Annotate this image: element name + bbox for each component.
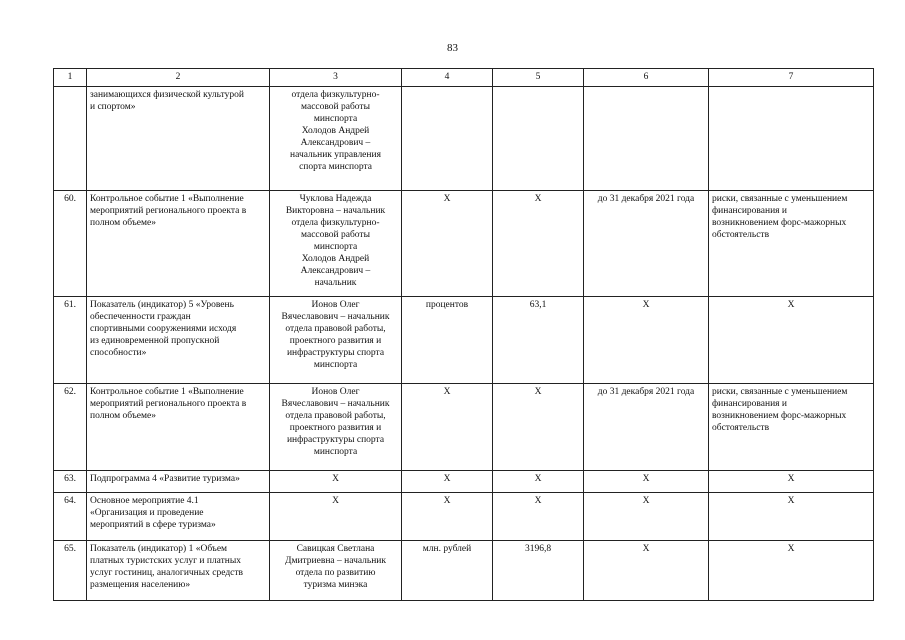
- row-risks: X: [709, 541, 874, 601]
- column-header: 1: [54, 69, 87, 87]
- row-deadline: до 31 декабря 2021 года: [584, 191, 709, 297]
- row-unit: млн. рублей: [402, 541, 493, 601]
- row-value: X: [493, 471, 584, 493]
- row-responsible: X: [270, 471, 402, 493]
- table-row: [54, 541, 874, 601]
- table-row: [54, 493, 874, 541]
- row-deadline: до 31 декабря 2021 года: [584, 384, 709, 471]
- row-description: Показатель (индикатор) 5 «Уровень обеспеченности граждан спортивными сооружениями исходя из единовременной пропускной способности»: [87, 297, 270, 384]
- row-value: X: [493, 384, 584, 471]
- row-description: Контрольное событие 1 «Выполнение мероприятий регионального проекта в полном объеме»: [87, 384, 270, 471]
- row-risks: X: [709, 493, 874, 541]
- table-row: [54, 297, 874, 384]
- row-responsible: X: [270, 493, 402, 541]
- row-number: 60.: [54, 191, 87, 297]
- row-value: 3196,8: [493, 541, 584, 601]
- column-header: 4: [402, 69, 493, 87]
- row-value: X: [493, 493, 584, 541]
- row-description: Контрольное событие 1 «Выполнение мероприятий регионального проекта в полном объеме»: [87, 191, 270, 297]
- row-responsible: отдела физкультурно- массовой работы минспорта Холодов Андрей Александрович – начальник управления спорта минспорта: [270, 87, 402, 191]
- column-header: 2: [87, 69, 270, 87]
- column-header: 3: [270, 69, 402, 87]
- table-row: [54, 191, 874, 297]
- row-unit: X: [402, 493, 493, 541]
- row-unit: X: [402, 471, 493, 493]
- row-number: 61.: [54, 297, 87, 384]
- document-table: [53, 68, 874, 601]
- row-number: [54, 87, 87, 191]
- column-header: 6: [584, 69, 709, 87]
- row-description: Основное мероприятие 4.1 «Организация и проведение мероприятий в сфере туризма»: [87, 493, 270, 541]
- table-row: [54, 384, 874, 471]
- row-value: X: [493, 191, 584, 297]
- row-responsible: Савицкая Светлана Дмитриевна – начальник отдела по развитию туризма минэка: [270, 541, 402, 601]
- row-responsible: Ионов Олег Вячеславович – начальник отдела правовой работы, проектного развития и инфраструктуры спорта минспорта: [270, 384, 402, 471]
- row-deadline: X: [584, 493, 709, 541]
- row-number: 64.: [54, 493, 87, 541]
- column-header: 5: [493, 69, 584, 87]
- row-risks: X: [709, 471, 874, 493]
- row-number: 65.: [54, 541, 87, 601]
- row-responsible: Чуклова Надежда Викторовна – начальник отдела физкультурно- массовой работы минспорта Холодов Андрей Александрович – начальник: [270, 191, 402, 297]
- table-row: [54, 471, 874, 493]
- row-risks: [709, 87, 874, 191]
- row-unit: [402, 87, 493, 191]
- row-value: 63,1: [493, 297, 584, 384]
- row-description: занимающихся физической культурой и спортом»: [87, 87, 270, 191]
- row-deadline: X: [584, 541, 709, 601]
- row-description: Показатель (индикатор) 1 «Объем платных туристских услуг и платных услуг гостиниц, аналогичных средств размещения населению»: [87, 541, 270, 601]
- row-number: 63.: [54, 471, 87, 493]
- row-unit: процентов: [402, 297, 493, 384]
- page-number: 83: [447, 42, 458, 54]
- row-risks: риски, связанные с уменьшением финансирования и возникновением форс-мажорных обстоятельств: [709, 191, 874, 297]
- table-row: [54, 87, 874, 191]
- row-description: Подпрограмма 4 «Развитие туризма»: [87, 471, 270, 493]
- row-number: 62.: [54, 384, 87, 471]
- row-unit: X: [402, 191, 493, 297]
- row-unit: X: [402, 384, 493, 471]
- row-risks: риски, связанные с уменьшением финансирования и возникновением форс-мажорных обстоятельств: [709, 384, 874, 471]
- column-header: 7: [709, 69, 874, 87]
- row-responsible: Ионов Олег Вячеславович – начальник отдела правовой работы, проектного развития и инфраструктуры спорта минспорта: [270, 297, 402, 384]
- row-deadline: X: [584, 297, 709, 384]
- table-header-row: [54, 69, 874, 87]
- row-risks: X: [709, 297, 874, 384]
- row-value: [493, 87, 584, 191]
- row-deadline: X: [584, 471, 709, 493]
- row-deadline: [584, 87, 709, 191]
